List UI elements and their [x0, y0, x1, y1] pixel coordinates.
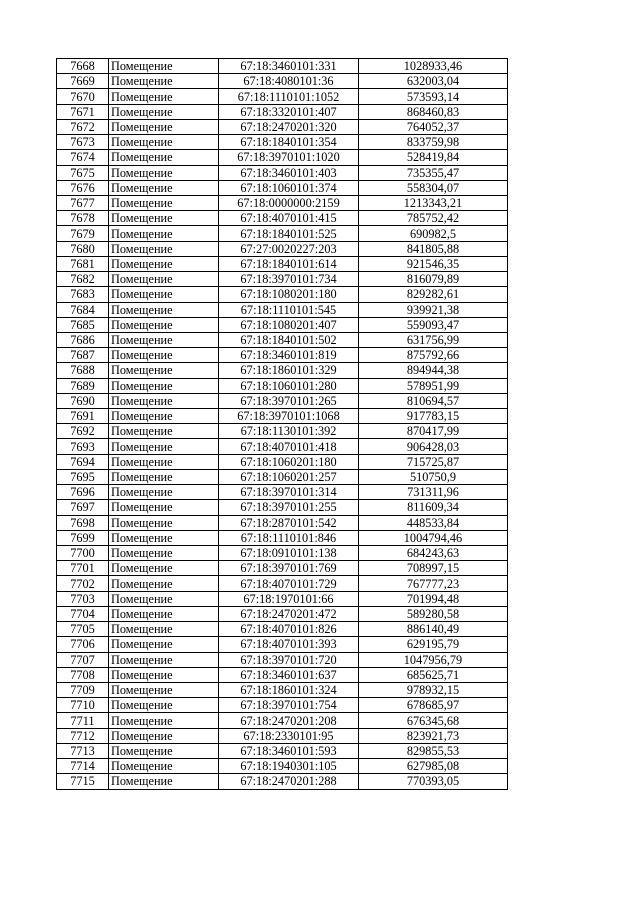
- cadastral-value-cell: 868460,83: [359, 104, 508, 119]
- cadastral-number-cell: 67:18:4070101:826: [219, 622, 359, 637]
- object-type-cell: Помещение: [109, 454, 219, 469]
- table-row: [57, 150, 508, 165]
- cadastral-number-cell: 67:18:3460101:819: [219, 348, 359, 363]
- row-number-cell: 7693: [57, 439, 109, 454]
- cadastral-number-cell: 67:18:1080201:180: [219, 287, 359, 302]
- cadastral-number-cell: 67:18:1860101:324: [219, 682, 359, 697]
- object-type-cell: Помещение: [109, 500, 219, 515]
- table-row: [57, 332, 508, 347]
- object-type-cell: Помещение: [109, 682, 219, 697]
- object-type-cell: Помещение: [109, 348, 219, 363]
- row-number-cell: 7691: [57, 409, 109, 424]
- row-number-cell: 7682: [57, 272, 109, 287]
- table-row: [57, 363, 508, 378]
- cadastral-number-cell: 67:18:1060201:257: [219, 469, 359, 484]
- row-number-cell: 7707: [57, 652, 109, 667]
- object-type-cell: Помещение: [109, 363, 219, 378]
- table-row: [57, 302, 508, 317]
- object-type-cell: Помещение: [109, 606, 219, 621]
- object-type-cell: Помещение: [109, 561, 219, 576]
- cadastral-value-cell: 870417,99: [359, 424, 508, 439]
- row-number-cell: 7703: [57, 591, 109, 606]
- row-number-cell: 7714: [57, 759, 109, 774]
- cadastral-number-cell: 67:18:1060201:180: [219, 454, 359, 469]
- row-number-cell: 7697: [57, 500, 109, 515]
- table-row: [57, 89, 508, 104]
- cadastral-value-cell: 770393,05: [359, 774, 508, 789]
- table-row: [57, 667, 508, 682]
- row-number-cell: 7668: [57, 59, 109, 74]
- cadastral-value-cell: 559093,47: [359, 317, 508, 332]
- cadastral-value-cell: 886140,49: [359, 622, 508, 637]
- object-type-cell: Помещение: [109, 530, 219, 545]
- row-number-cell: 7675: [57, 165, 109, 180]
- table-row: [57, 256, 508, 271]
- table-row: [57, 226, 508, 241]
- object-type-cell: Помещение: [109, 195, 219, 210]
- cadastral-value-cell: 978932,15: [359, 682, 508, 697]
- object-type-cell: Помещение: [109, 272, 219, 287]
- object-type-cell: Помещение: [109, 256, 219, 271]
- cadastral-value-cell: 578951,99: [359, 378, 508, 393]
- cadastral-number-cell: 67:18:2470201:320: [219, 119, 359, 134]
- cadastral-value-cell: 1047956,79: [359, 652, 508, 667]
- row-number-cell: 7684: [57, 302, 109, 317]
- table-row: [57, 119, 508, 134]
- table-row: [57, 728, 508, 743]
- cadastral-number-cell: 67:18:3970101:720: [219, 652, 359, 667]
- table-row: [57, 591, 508, 606]
- table-row: [57, 606, 508, 621]
- object-type-cell: Помещение: [109, 546, 219, 561]
- cadastral-value-cell: 510750,9: [359, 469, 508, 484]
- object-type-cell: Помещение: [109, 728, 219, 743]
- table-row: [57, 439, 508, 454]
- cadastral-value-cell: 764052,37: [359, 119, 508, 134]
- cadastral-number-cell: 67:18:1970101:66: [219, 591, 359, 606]
- object-type-cell: Помещение: [109, 591, 219, 606]
- cadastral-value-cell: 558304,07: [359, 180, 508, 195]
- object-type-cell: Помещение: [109, 165, 219, 180]
- table-row: [57, 59, 508, 74]
- table-row: [57, 500, 508, 515]
- table-row: [57, 180, 508, 195]
- cadastral-value-cell: 690982,5: [359, 226, 508, 241]
- table-row: [57, 241, 508, 256]
- cadastral-value-cell: 629195,79: [359, 637, 508, 652]
- cadastral-number-cell: 67:27:0020227:203: [219, 241, 359, 256]
- row-number-cell: 7679: [57, 226, 109, 241]
- cadastral-number-cell: 67:18:3970101:734: [219, 272, 359, 287]
- cadastral-value-cell: 684243,63: [359, 546, 508, 561]
- cadastral-value-cell: 767777,23: [359, 576, 508, 591]
- object-type-cell: Помещение: [109, 424, 219, 439]
- object-type-cell: Помещение: [109, 150, 219, 165]
- cadastral-value-cell: 810694,57: [359, 393, 508, 408]
- row-number-cell: 7692: [57, 424, 109, 439]
- object-type-cell: Помещение: [109, 485, 219, 500]
- object-type-cell: Помещение: [109, 119, 219, 134]
- row-number-cell: 7688: [57, 363, 109, 378]
- cadastral-number-cell: 67:18:4080101:36: [219, 74, 359, 89]
- cadastral-number-cell: 67:18:1940301:105: [219, 759, 359, 774]
- cadastral-value-cell: 811609,34: [359, 500, 508, 515]
- cadastral-value-cell: 816079,89: [359, 272, 508, 287]
- cadastral-number-cell: 67:18:2330101:95: [219, 728, 359, 743]
- cadastral-number-cell: 67:18:1840101:614: [219, 256, 359, 271]
- cadastral-number-cell: 67:18:1110101:846: [219, 530, 359, 545]
- object-type-cell: Помещение: [109, 393, 219, 408]
- cadastral-number-cell: 67:18:4070101:729: [219, 576, 359, 591]
- object-type-cell: Помещение: [109, 409, 219, 424]
- table-row: [57, 652, 508, 667]
- cadastral-number-cell: 67:18:0000000:2159: [219, 195, 359, 210]
- row-number-cell: 7677: [57, 195, 109, 210]
- row-number-cell: 7685: [57, 317, 109, 332]
- table-row: [57, 348, 508, 363]
- cadastral-value-cell: 1004794,46: [359, 530, 508, 545]
- cadastral-number-cell: 67:18:3970101:255: [219, 500, 359, 515]
- cadastral-value-cell: 1213343,21: [359, 195, 508, 210]
- cadastral-number-cell: 67:18:4070101:418: [219, 439, 359, 454]
- cadastral-value-cell: 939921,38: [359, 302, 508, 317]
- row-number-cell: 7715: [57, 774, 109, 789]
- object-type-cell: Помещение: [109, 774, 219, 789]
- table-row: [57, 759, 508, 774]
- row-number-cell: 7698: [57, 515, 109, 530]
- cadastral-number-cell: 67:18:3320101:407: [219, 104, 359, 119]
- row-number-cell: 7713: [57, 743, 109, 758]
- row-number-cell: 7683: [57, 287, 109, 302]
- object-type-cell: Помещение: [109, 89, 219, 104]
- table-row: [57, 622, 508, 637]
- object-type-cell: Помещение: [109, 332, 219, 347]
- row-number-cell: 7670: [57, 89, 109, 104]
- cadastral-number-cell: 67:18:1060101:280: [219, 378, 359, 393]
- row-number-cell: 7708: [57, 667, 109, 682]
- cadastral-value-cell: 708997,15: [359, 561, 508, 576]
- row-number-cell: 7694: [57, 454, 109, 469]
- row-number-cell: 7686: [57, 332, 109, 347]
- object-type-cell: Помещение: [109, 378, 219, 393]
- object-type-cell: Помещение: [109, 637, 219, 652]
- cadastral-number-cell: 67:18:1840101:502: [219, 332, 359, 347]
- object-type-cell: Помещение: [109, 104, 219, 119]
- table-row: [57, 743, 508, 758]
- table-row: [57, 393, 508, 408]
- cadastral-number-cell: 67:18:3460101:403: [219, 165, 359, 180]
- table-row: [57, 485, 508, 500]
- cadastral-number-cell: 67:18:3970101:754: [219, 698, 359, 713]
- table-row: [57, 515, 508, 530]
- row-number-cell: 7701: [57, 561, 109, 576]
- table-row: [57, 530, 508, 545]
- table-row: [57, 378, 508, 393]
- cadastral-number-cell: 67:18:2870101:542: [219, 515, 359, 530]
- cadastral-value-cell: 676345,68: [359, 713, 508, 728]
- table-row: [57, 424, 508, 439]
- cadastral-value-cell: 701994,48: [359, 591, 508, 606]
- row-number-cell: 7711: [57, 713, 109, 728]
- cadastral-value-cell: 921546,35: [359, 256, 508, 271]
- cadastral-value-cell: 627985,08: [359, 759, 508, 774]
- cadastral-number-cell: 67:18:0910101:138: [219, 546, 359, 561]
- cadastral-value-cell: 917783,15: [359, 409, 508, 424]
- table-row: [57, 317, 508, 332]
- row-number-cell: 7676: [57, 180, 109, 195]
- table-row: [57, 454, 508, 469]
- table-row: [57, 774, 508, 789]
- table-row: [57, 469, 508, 484]
- object-type-cell: Помещение: [109, 226, 219, 241]
- table-row: [57, 74, 508, 89]
- object-type-cell: Помещение: [109, 743, 219, 758]
- object-type-cell: Помещение: [109, 302, 219, 317]
- object-type-cell: Помещение: [109, 287, 219, 302]
- row-number-cell: 7673: [57, 135, 109, 150]
- row-number-cell: 7699: [57, 530, 109, 545]
- table-row: [57, 211, 508, 226]
- row-number-cell: 7695: [57, 469, 109, 484]
- cadastral-number-cell: 67:18:2470201:288: [219, 774, 359, 789]
- object-type-cell: Помещение: [109, 74, 219, 89]
- row-number-cell: 7690: [57, 393, 109, 408]
- cadastral-value-cell: 528419,84: [359, 150, 508, 165]
- cadastral-value-cell: 833759,98: [359, 135, 508, 150]
- object-type-cell: Помещение: [109, 439, 219, 454]
- row-number-cell: 7671: [57, 104, 109, 119]
- cadastral-value-table: [56, 58, 508, 790]
- object-type-cell: Помещение: [109, 317, 219, 332]
- object-type-cell: Помещение: [109, 652, 219, 667]
- object-type-cell: Помещение: [109, 759, 219, 774]
- row-number-cell: 7687: [57, 348, 109, 363]
- table-row: [57, 682, 508, 697]
- row-number-cell: 7678: [57, 211, 109, 226]
- cadastral-value-cell: 875792,66: [359, 348, 508, 363]
- cadastral-number-cell: 67:18:3460101:593: [219, 743, 359, 758]
- cadastral-value-cell: 685625,71: [359, 667, 508, 682]
- cadastral-number-cell: 67:18:1110101:545: [219, 302, 359, 317]
- table-row: [57, 713, 508, 728]
- cadastral-value-cell: 829855,53: [359, 743, 508, 758]
- cadastral-number-cell: 67:18:3970101:265: [219, 393, 359, 408]
- table-row: [57, 104, 508, 119]
- object-type-cell: Помещение: [109, 667, 219, 682]
- cadastral-number-cell: 67:18:1860101:329: [219, 363, 359, 378]
- row-number-cell: 7706: [57, 637, 109, 652]
- cadastral-value-cell: 589280,58: [359, 606, 508, 621]
- cadastral-number-cell: 67:18:1130101:392: [219, 424, 359, 439]
- row-number-cell: 7712: [57, 728, 109, 743]
- object-type-cell: Помещение: [109, 515, 219, 530]
- table-row: [57, 195, 508, 210]
- cadastral-number-cell: 67:18:1110101:1052: [219, 89, 359, 104]
- row-number-cell: 7669: [57, 74, 109, 89]
- table-row: [57, 165, 508, 180]
- cadastral-number-cell: 67:18:3460101:637: [219, 667, 359, 682]
- cadastral-number-cell: 67:18:1080201:407: [219, 317, 359, 332]
- cadastral-value-cell: 823921,73: [359, 728, 508, 743]
- cadastral-number-cell: 67:18:3970101:1068: [219, 409, 359, 424]
- cadastral-number-cell: 67:18:2470201:472: [219, 606, 359, 621]
- row-number-cell: 7702: [57, 576, 109, 591]
- cadastral-number-cell: 67:18:1840101:354: [219, 135, 359, 150]
- row-number-cell: 7672: [57, 119, 109, 134]
- object-type-cell: Помещение: [109, 576, 219, 591]
- row-number-cell: 7689: [57, 378, 109, 393]
- object-type-cell: Помещение: [109, 180, 219, 195]
- row-number-cell: 7700: [57, 546, 109, 561]
- object-type-cell: Помещение: [109, 211, 219, 226]
- cadastral-value-cell: 678685,97: [359, 698, 508, 713]
- table-row: [57, 576, 508, 591]
- cadastral-value-cell: 631756,99: [359, 332, 508, 347]
- cadastral-value-cell: 731311,96: [359, 485, 508, 500]
- cadastral-number-cell: 67:18:3970101:1020: [219, 150, 359, 165]
- table-body: [57, 59, 508, 790]
- object-type-cell: Помещение: [109, 713, 219, 728]
- cadastral-number-cell: 67:18:1060101:374: [219, 180, 359, 195]
- cadastral-value-cell: 632003,04: [359, 74, 508, 89]
- cadastral-value-cell: 829282,61: [359, 287, 508, 302]
- object-type-cell: Помещение: [109, 135, 219, 150]
- table-row: [57, 637, 508, 652]
- cadastral-value-cell: 448533,84: [359, 515, 508, 530]
- cadastral-value-cell: 785752,42: [359, 211, 508, 226]
- row-number-cell: 7696: [57, 485, 109, 500]
- table-row: [57, 272, 508, 287]
- table-row: [57, 409, 508, 424]
- cadastral-value-cell: 715725,87: [359, 454, 508, 469]
- object-type-cell: Помещение: [109, 622, 219, 637]
- cadastral-value-cell: 906428,03: [359, 439, 508, 454]
- cadastral-number-cell: 67:18:3970101:314: [219, 485, 359, 500]
- cadastral-value-cell: 735355,47: [359, 165, 508, 180]
- cadastral-number-cell: 67:18:3460101:331: [219, 59, 359, 74]
- cadastral-value-cell: 1028933,46: [359, 59, 508, 74]
- cadastral-number-cell: 67:18:4070101:393: [219, 637, 359, 652]
- row-number-cell: 7710: [57, 698, 109, 713]
- object-type-cell: Помещение: [109, 59, 219, 74]
- object-type-cell: Помещение: [109, 469, 219, 484]
- cadastral-value-cell: 573593,14: [359, 89, 508, 104]
- row-number-cell: 7681: [57, 256, 109, 271]
- table-row: [57, 135, 508, 150]
- cadastral-number-cell: 67:18:3970101:769: [219, 561, 359, 576]
- table-row: [57, 698, 508, 713]
- object-type-cell: Помещение: [109, 698, 219, 713]
- row-number-cell: 7704: [57, 606, 109, 621]
- table-row: [57, 287, 508, 302]
- object-type-cell: Помещение: [109, 241, 219, 256]
- table-row: [57, 561, 508, 576]
- table-row: [57, 546, 508, 561]
- cadastral-number-cell: 67:18:1840101:525: [219, 226, 359, 241]
- cadastral-number-cell: 67:18:2470201:208: [219, 713, 359, 728]
- row-number-cell: 7709: [57, 682, 109, 697]
- row-number-cell: 7680: [57, 241, 109, 256]
- cadastral-value-cell: 841805,88: [359, 241, 508, 256]
- row-number-cell: 7705: [57, 622, 109, 637]
- row-number-cell: 7674: [57, 150, 109, 165]
- cadastral-number-cell: 67:18:4070101:415: [219, 211, 359, 226]
- cadastral-value-cell: 894944,38: [359, 363, 508, 378]
